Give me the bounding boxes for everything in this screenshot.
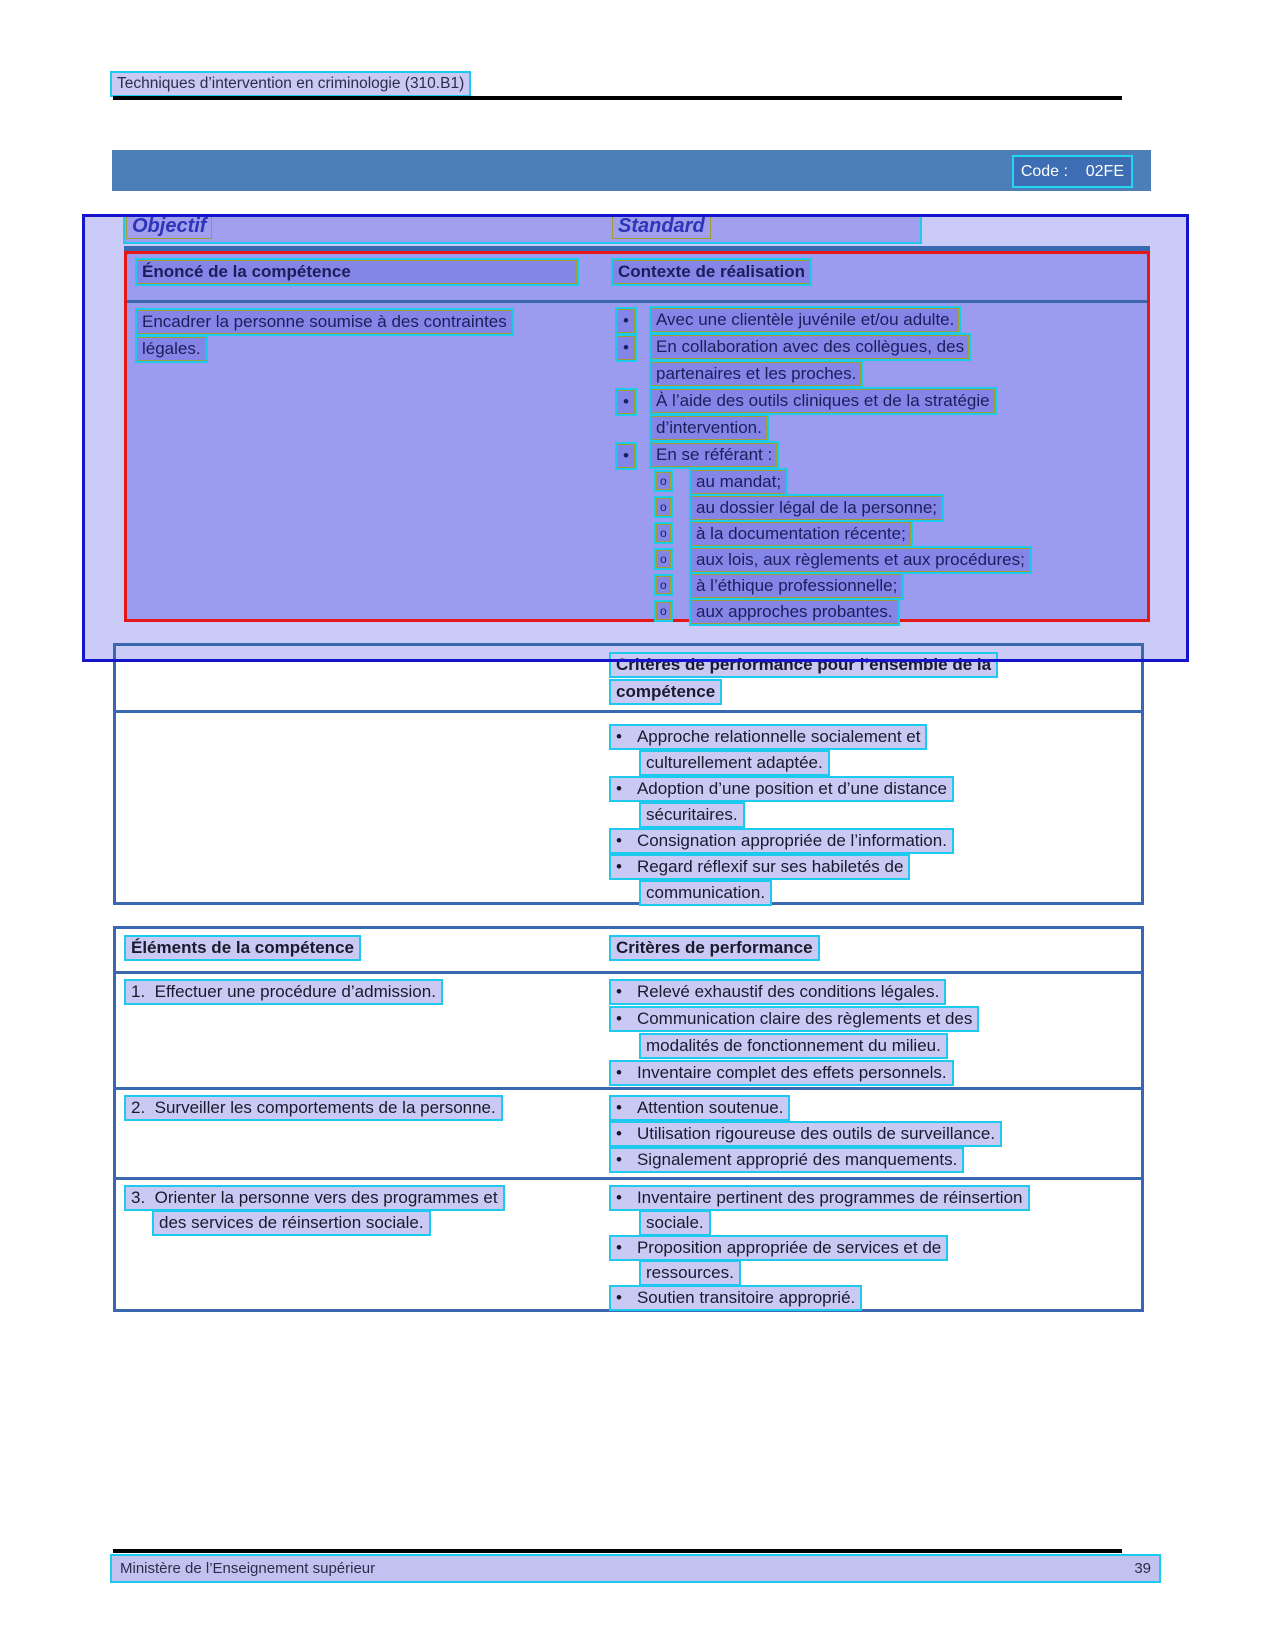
criteres-ensemble-header (611, 654, 996, 708)
element-line: 2. Surveiller les comportements de la personne. (126, 1097, 501, 1119)
element-line: des services de réinsertion sociale. (154, 1212, 429, 1234)
criteria-line: Soutien transitoire approprié. (636, 1288, 856, 1307)
sub-bullet-icon: o (656, 550, 671, 568)
criteria-bullet-row (611, 856, 1131, 882)
criteres-header-line: compétence (611, 681, 720, 703)
criteria-bullet-row (611, 1187, 1147, 1212)
criteria-line: communication. (646, 883, 766, 902)
bullet-icon: • (616, 1188, 622, 1207)
contexte-bullet-row (613, 443, 1143, 470)
enonce-line: légales. (137, 337, 206, 361)
criteria-line: culturellement adaptée. (646, 753, 823, 772)
bullet-icon: • (616, 982, 622, 1001)
objectif-label: Objectif (126, 214, 212, 239)
contexte-continuation-row (613, 362, 1143, 389)
criteres-header-line: Critères de performance pour l’ensemble de la (611, 654, 996, 676)
criteria-line: modalités de fonctionnement du milieu. (646, 1036, 941, 1055)
table-row-divider (116, 971, 1141, 974)
criteria-continuation-row (611, 804, 1131, 830)
criteria-continuation-row (611, 752, 1131, 778)
reference-item-row (613, 522, 1143, 548)
criteria-line: Signalement approprié des manquements. (636, 1150, 958, 1169)
criteria-bullet-row (611, 981, 1141, 1008)
sub-bullet-icon: o (656, 576, 671, 594)
page-header-title: Techniques d’intervention en criminologie (310.B1) (112, 73, 469, 95)
table-row-divider (127, 300, 1147, 303)
criteria-continuation-row (611, 1212, 1147, 1237)
reference-item: au mandat; (691, 470, 786, 494)
reference-item-row (613, 470, 1143, 496)
bullet-icon: • (617, 309, 635, 333)
bullet-icon: • (616, 831, 622, 850)
criteria-line: Consignation appropriée de l’information. (636, 831, 947, 850)
criteria-line: sociale. (646, 1213, 704, 1232)
criteres-ensemble-table (113, 643, 1144, 905)
element-line: 1. Effectuer une procédure d’admission. (126, 981, 441, 1003)
table-row-divider (116, 1087, 1141, 1090)
contexte-cell (613, 308, 1143, 626)
criteria-line: ressources. (646, 1263, 734, 1282)
criteria-continuation-row (611, 1035, 1141, 1062)
criteria-continuation-row (611, 1262, 1147, 1287)
bullet-icon: • (617, 444, 635, 468)
criteria-cell (611, 1187, 1147, 1312)
criteria-bullet-row (611, 1287, 1147, 1312)
contexte-bullet-row (613, 308, 1143, 335)
contexte-line: Avec une clientèle juvénile et/ou adulte. (651, 308, 959, 332)
criteria-line: Inventaire pertinent des programmes de réinsertion (636, 1188, 1023, 1207)
table-row-divider (116, 710, 1141, 713)
contexte-bullet-row (613, 389, 1143, 416)
header-rule (113, 96, 1122, 100)
sub-bullet-icon: o (656, 524, 671, 542)
contexte-header: Contexte de réalisation (613, 260, 810, 284)
contexte-line: À l’aide des outils cliniques et de la stratégie (651, 389, 995, 413)
footer-rule (113, 1549, 1122, 1553)
criteria-bullet-row (611, 1097, 1141, 1123)
enonce-header: Énoncé de la compétence (137, 260, 577, 284)
reference-item: à la documentation récente; (691, 522, 911, 546)
bullet-icon: • (616, 1238, 622, 1257)
standard-label: Standard (612, 214, 711, 239)
sub-bullet-icon: o (656, 472, 671, 490)
contexte-bullet-row (613, 335, 1143, 362)
criteria-line: Approche relationnelle socialement et (636, 727, 921, 746)
code-badge: Code : 02FE (1012, 155, 1133, 188)
criteria-bullet-row (611, 1123, 1141, 1149)
criteria-cell (611, 1097, 1141, 1175)
contexte-line: En collaboration avec des collègues, des (651, 335, 969, 359)
bullet-icon: • (617, 336, 635, 360)
bullet-icon: • (616, 1009, 622, 1028)
criteria-line: Communication claire des règlements et des (636, 1009, 973, 1028)
contexte-line: d’intervention. (651, 416, 767, 440)
objectif-standard-row (125, 216, 920, 242)
footer-ministry-label: Ministère de l’Enseignement supérieur (120, 1560, 376, 1577)
bullet-icon: • (617, 390, 635, 414)
reference-item: à l’éthique professionnelle; (691, 574, 902, 598)
contexte-line: partenaires et les proches. (651, 362, 861, 386)
criteria-bullet-row (611, 1149, 1141, 1175)
bullet-icon: • (616, 1288, 622, 1307)
bullet-icon: • (616, 727, 622, 746)
enonce-line: Encadrer la personne soumise à des contraintes (137, 310, 512, 334)
criteria-line: Proposition appropriée de services et de (636, 1238, 942, 1257)
bullet-icon: • (616, 1150, 622, 1169)
criteria-line: Inventaire complet des effets personnels. (636, 1063, 947, 1082)
reference-item-row (613, 496, 1143, 522)
bullet-icon: • (616, 779, 622, 798)
reference-item-row (613, 574, 1143, 600)
criteria-bullet-row (611, 778, 1131, 804)
criteria-line: sécuritaires. (646, 805, 738, 824)
bullet-icon: • (616, 1063, 622, 1082)
reference-item-row (613, 548, 1143, 574)
reference-item: aux approches probantes. (691, 600, 898, 624)
code-banner (112, 150, 1151, 191)
performance-header: Critères de performance (611, 937, 818, 959)
bullet-icon: • (616, 857, 622, 876)
elements-table (113, 926, 1144, 1312)
criteria-cell (611, 981, 1141, 1089)
elements-header: Éléments de la compétence (126, 937, 359, 959)
criteria-bullet-row (611, 726, 1131, 752)
competence-table (124, 251, 1150, 622)
criteria-line: Utilisation rigoureuse des outils de surveillance. (636, 1124, 996, 1143)
criteria-line: Regard réflexif sur ses habiletés de (636, 857, 904, 876)
contexte-continuation-row (613, 416, 1143, 443)
criteria-continuation-row (611, 882, 1131, 908)
element-line: 3. Orienter la personne vers des programmes et (126, 1187, 503, 1209)
reference-item: aux lois, aux règlements et aux procédures; (691, 548, 1030, 572)
criteria-line: Attention soutenue. (636, 1098, 784, 1117)
criteria-line: Relevé exhaustif des conditions légales. (636, 982, 940, 1001)
criteres-ensemble-cell (611, 726, 1131, 908)
criteria-line: Adoption d’une position et d’une distance (636, 779, 947, 798)
criteria-bullet-row (611, 1062, 1141, 1089)
footer-bar (112, 1556, 1159, 1581)
criteria-bullet-row (611, 1008, 1141, 1035)
criteria-bullet-row (611, 1237, 1147, 1262)
reference-item: au dossier légal de la personne; (691, 496, 942, 520)
table-row-divider (116, 1177, 1141, 1180)
sub-bullet-icon: o (656, 498, 671, 516)
sub-bullet-icon: o (656, 602, 671, 620)
contexte-line: En se référant : (651, 443, 777, 467)
bullet-icon: • (616, 1098, 622, 1117)
bullet-icon: • (616, 1124, 622, 1143)
criteria-bullet-row (611, 830, 1131, 856)
reference-item-row (613, 600, 1143, 626)
footer-page-number: 39 (1134, 1560, 1151, 1577)
